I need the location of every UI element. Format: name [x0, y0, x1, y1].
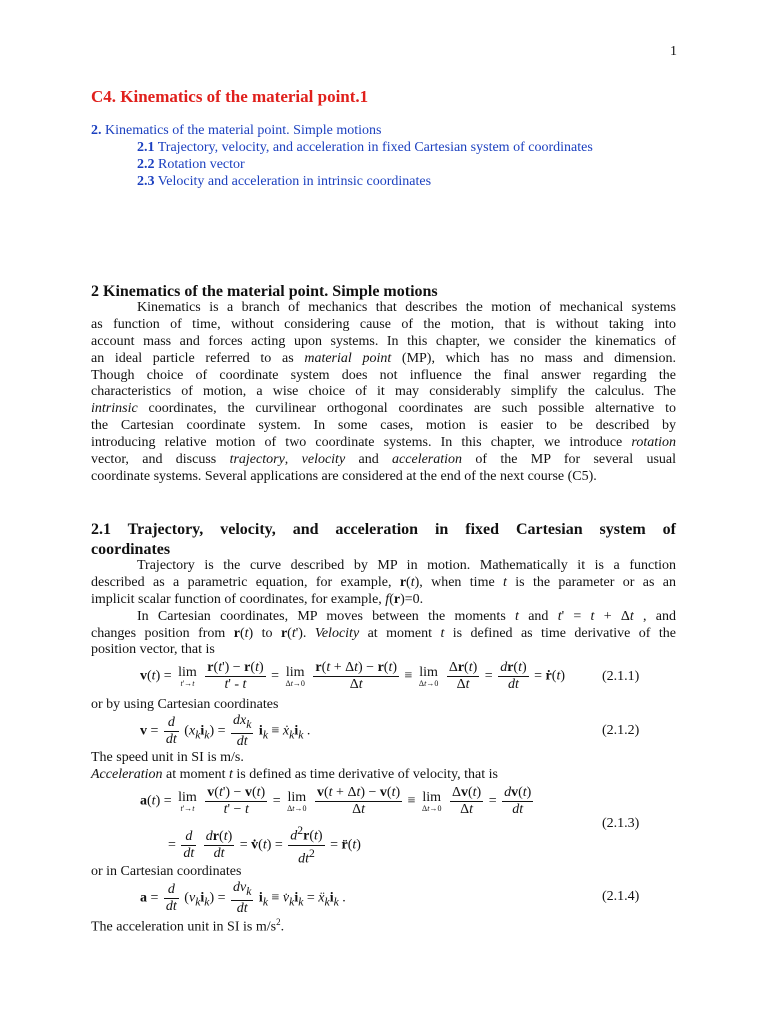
equation-number: (2.1.3) [602, 816, 640, 831]
body-text: or in Cartesian coordinates [91, 864, 242, 879]
equation-number: (2.1.2) [602, 723, 640, 738]
body-text: Acceleration at moment t is defined as time derivative of velocity, that is [91, 767, 498, 782]
equation-2-1-3: a(t) = lim t'→t $\frac{v(t') - v(t)}{t' - t}$ = lim Δt→0 $\frac{v(t + \Delta t) - v(t)}{\Delta t}$ ≡ lim Δt→0 $\frac{\Delta v(t)}{\Delta t}$ = $\frac{dv(t)}{dt}$ [140, 785, 532, 817]
equation-number: (2.1.4) [602, 889, 640, 904]
body-text: or by using Cartesian coordinates [91, 697, 279, 712]
page-number: 1 [670, 44, 677, 59]
section-heading: 2.1 Trajectory, velocity, and acceleration in fixed Cartesian system of coordinates [91, 521, 676, 558]
chapter-title: C4. Kinematics of the material point.1 [91, 87, 369, 106]
equation-2-1-4: a = $\frac{d}{dt}$ $(v_ki_k)$ = $\frac{dv_k}{dt}$ $i_k$ ≡ $v̇_ki_k$ = $ẍ_ki_k$ . [140, 880, 346, 916]
toc-entry[interactable]: 2.1 Trajectory, velocity, and acceleration in fixed Cartesian system of coordinates [137, 140, 593, 155]
toc-entry[interactable]: 2.3 Velocity and acceleration in intrinsic coordinates [137, 174, 432, 189]
equation-number: (2.1.1) [602, 669, 640, 684]
body-text: The acceleration unit in SI is $m/s^2$. [91, 917, 285, 935]
equation-2-1-2: v = $\frac{d}{dt}$ $(x_ki_k)$ = $\frac{dx_k}{dt}$ $i_k$ ≡ $ẋ_ki_k$ . [140, 713, 311, 749]
table-of-contents [91, 122, 593, 190]
section-heading: 2 Kinematics of the material point. Simple motions [91, 283, 438, 300]
body-text: The speed unit in SI is m/s. [91, 750, 244, 765]
toc-entry[interactable]: 2.2 Rotation vector [137, 157, 245, 172]
intro-paragraph: Kinematics is a branch of mechanics that describes the motion of mechanical systems as function of time, without considering cause of the motion, that is without taking into account mass and forces acting upon systems. In this chapter, we consider the kinematics of an ideal particle referred to as material point (MP), which has no mass and dimension. Though choice of coordinate system does not influence the final answer regarding the characteristics of motion, a wise choice of it may considerably simplify the calculus. The intrinsic coordinates, the curvilinear orthogonal coordinates are such possible alternative to the Cartesian coordinate system. In some cases, motion is easier to be described by introducing relative motion of two coordinate systems. In this chapter, we introduce rotation vector, and discuss trajectory, velocity and acceleration of the MP for several usual coordinate systems. Several applications are considered at the end of the next course (C5). [91, 300, 677, 484]
toc-entry[interactable]: 2. Kinematics of the material point. Simple motions [91, 123, 382, 138]
equation-2-1-1: v(t) = lim t'→t $\frac{r(t') - r(t)}{t' - t}$ = lim Δt→0 $\frac{r(t + \Delta t) - r(t)}{\Delta t}$ ≡ lim Δt→0 $\frac{\Delta r(t)}{\Delta t}$ = $\frac{dr(t)}{dt}$ = ṙ(t) [140, 660, 565, 692]
trajectory-paragraph: Trajectory is the curve described by MP in motion. Mathematically it is a function described as a parametric equation, for example, r(t), when time t is the parameter or as an implicit scalar function of coordinates, for example, f(r)=0. In Cartesian coordinates, MP moves between the moments t and t' = t + Δt , and changes position from r(t) to r(t'). Velocity at moment t is defined as time derivative of the position vector, that is [91, 558, 676, 658]
equation-2-1-3-continued: = $\frac{d}{dt}$ $\frac{dr(t)}{dt}$ = v̇(t) = $\frac{d^2r(t)}{dt^2}$ = r̈(t) [168, 824, 361, 867]
